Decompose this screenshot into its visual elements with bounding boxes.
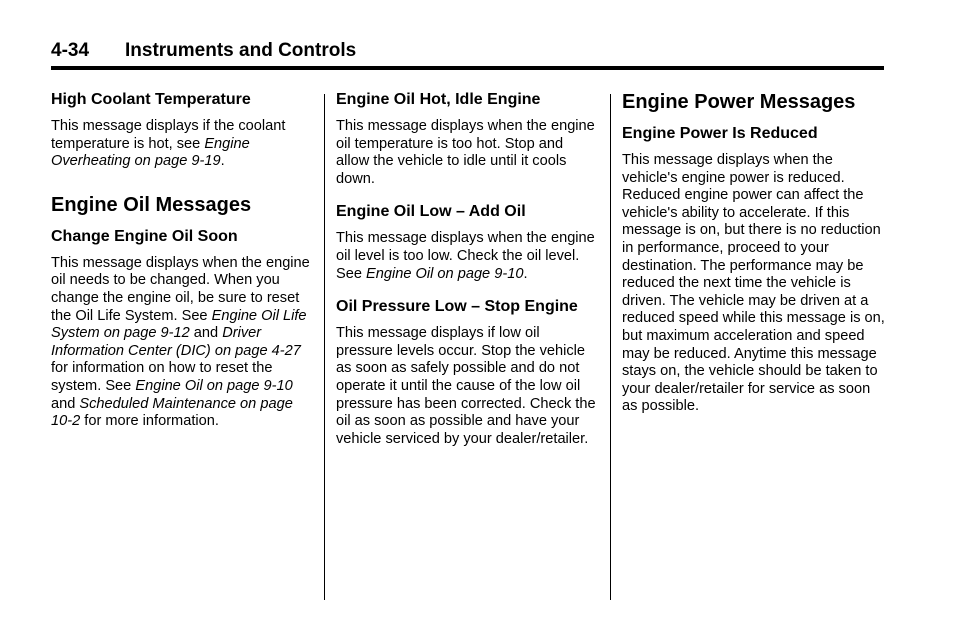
paragraph-oil-low: This message displays when the engine oil level is too low. Check the oil level. See Engine Oil on page 9-10.	[336, 230, 595, 282]
paragraph-high-coolant: This message displays if the coolant temperature is hot, see Engine Overheating on page 9-19.	[51, 118, 286, 170]
page-number: 4-34	[51, 40, 90, 61]
heading-high-coolant: High Coolant Temperature	[51, 91, 251, 108]
heading-oil-hot-idle: Engine Oil Hot, Idle Engine	[336, 91, 541, 108]
cross-reference: Scheduled Maintenance on page 10-2	[51, 395, 293, 430]
paragraph-change-engine-oil: This message displays when the engine oil needs to be changed. When you change the engine oil, be sure to reset the Oil Life System. See Engine Oil Life System on page 9-12 and Driver Information Center (DIC) on page 4-27 for information on how to reset the system. See Engine Oil on page 9-10 and Scheduled Maintenance on page 10-2 for more information.	[51, 254, 310, 430]
section-title: Instruments and Controls	[125, 40, 357, 61]
cross-reference: Engine Oil on page 9-10	[366, 265, 524, 282]
column-divider-1	[324, 94, 325, 600]
paragraph-oil-pressure-low: This message displays if low oil pressure levels occur. Stop the vehicle as soon as safely possible and do not operate it until the cause of the low oil pressure has been corrected. Check the oil as soon as possible and have your vehicle serviced by your dealer/retailer.	[336, 325, 596, 447]
heading-change-engine-oil: Change Engine Oil Soon	[51, 227, 238, 245]
column-divider-2	[610, 94, 611, 600]
heading-engine-power-messages: Engine Power Messages	[622, 91, 856, 113]
column-1	[51, 90, 316, 445]
cross-reference: Engine Oil Life System on page 9-12	[51, 307, 307, 342]
heading-engine-oil-messages: Engine Oil Messages	[51, 193, 252, 216]
heading-oil-pressure-low: Oil Pressure Low – Stop Engine	[336, 298, 578, 316]
page-header	[51, 38, 884, 70]
paragraph-oil-hot-idle: This message displays when the engine oil temperature is too hot. Stop and allow the vehicle to idle until it cools down.	[336, 118, 595, 187]
cross-reference: Driver Information Center (DIC) on page 4-27	[51, 325, 301, 359]
column-2	[336, 90, 600, 462]
heading-oil-low: Engine Oil Low – Add Oil	[336, 203, 526, 221]
cross-reference: Engine Overheating on page 9-19	[51, 135, 250, 170]
paragraph-engine-power-reduced: This message displays when the vehicle's engine power is reduced. Reduced engine power can affect the vehicle's ability to accelerate. If this message is on, but there is no reduction in performance, proceed to your destination. The performance may be reduced the next time the vehicle is driven. The vehicle may be driven at a reduced speed while this message is on, but maximum acceleration and speed may be reduced. Anytime this message stays on, the vehicle should be taken to your dealer/retailer for service as soon as possible.	[622, 152, 885, 415]
heading-engine-power-reduced: Engine Power Is Reduced	[622, 125, 818, 142]
cross-reference: Engine Oil on page 9-10	[135, 377, 293, 394]
column-3	[622, 90, 886, 430]
